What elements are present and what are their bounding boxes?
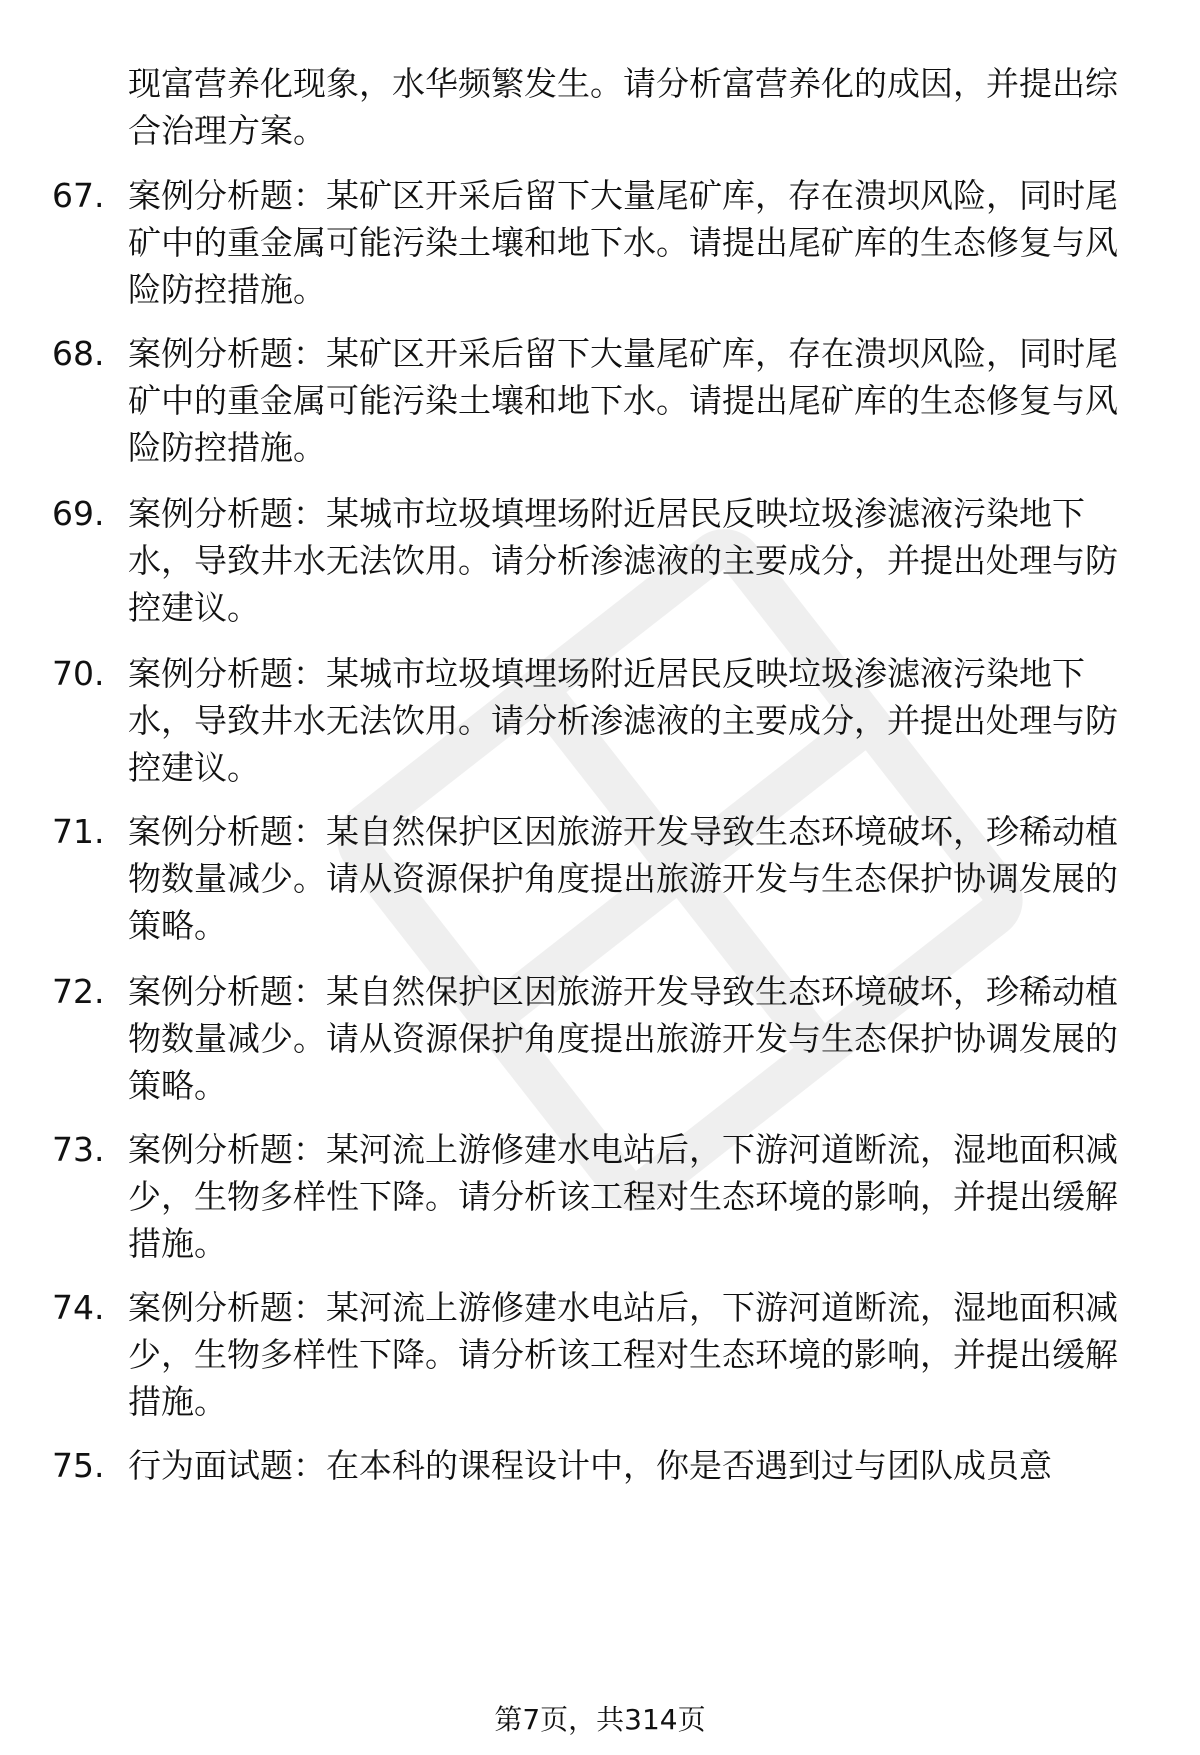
question-text: 案例分析题：某矿区开采后留下大量尾矿库，存在溃坝风险，同时尾矿中的重金属可能污染土壤和地下水。请提出尾矿库的生态修复与风险防控措施。 — [128, 176, 1118, 309]
question-text: 案例分析题：某城市垃圾填埋场附近居民反映垃圾渗滤液污染地下水，导致井水无法饮用。请分析渗滤液的主要成分，并提出处理与防控建议。 — [128, 654, 1118, 787]
question-item — [52, 1284, 1142, 1425]
question-item — [52, 1126, 1142, 1267]
question-item — [52, 808, 1142, 949]
question-number: 71. — [52, 812, 105, 851]
question-number: 73. — [52, 1130, 105, 1169]
question-number: 75. — [52, 1446, 105, 1485]
page-footer: 第7页，共314页 — [494, 1703, 706, 1736]
question-number: 74. — [52, 1288, 105, 1327]
question-number: 69. — [52, 494, 105, 533]
question-item — [52, 650, 1142, 791]
question-number: 67. — [52, 176, 105, 215]
question-text: 案例分析题：某河流上游修建水电站后，下游河道断流，湿地面积减少，生物多样性下降。请分析该工程对生态环境的影响，并提出缓解措施。 — [128, 1130, 1118, 1263]
question-text: 行为面试题：在本科的课程设计中，你是否遇到过与团队成员意 — [128, 1446, 1052, 1485]
question-text: 案例分析题：某自然保护区因旅游开发导致生态环境破坏，珍稀动植物数量减少。请从资源保护角度提出旅游开发与生态保护协调发展的策略。 — [128, 972, 1118, 1105]
question-item — [52, 490, 1142, 631]
question-item — [52, 330, 1142, 471]
question-text: 案例分析题：某矿区开采后留下大量尾矿库，存在溃坝风险，同时尾矿中的重金属可能污染土壤和地下水。请提出尾矿库的生态修复与风险防控措施。 — [128, 334, 1118, 467]
question-number: 68. — [52, 334, 105, 373]
question-item — [52, 172, 1142, 313]
question-text: 案例分析题：某自然保护区因旅游开发导致生态环境破坏，珍稀动植物数量减少。请从资源保护角度提出旅游开发与生态保护协调发展的策略。 — [128, 812, 1118, 945]
question-text: 案例分析题：某河流上游修建水电站后，下游河道断流，湿地面积减少，生物多样性下降。请分析该工程对生态环境的影响，并提出缓解措施。 — [128, 1288, 1118, 1421]
question-number: 70. — [52, 654, 105, 693]
question-number: 72. — [52, 972, 105, 1011]
question-item — [52, 1442, 1142, 1489]
question-text: 案例分析题：某城市垃圾填埋场附近居民反映垃圾渗滤液污染地下水，导致井水无法饮用。请分析渗滤液的主要成分，并提出处理与防控建议。 — [128, 494, 1118, 627]
continued-question-text: 现富营养化现象，水华频繁发生。请分析富营养化的成因，并提出综合治理方案。 — [128, 64, 1118, 150]
question-item — [52, 968, 1142, 1109]
